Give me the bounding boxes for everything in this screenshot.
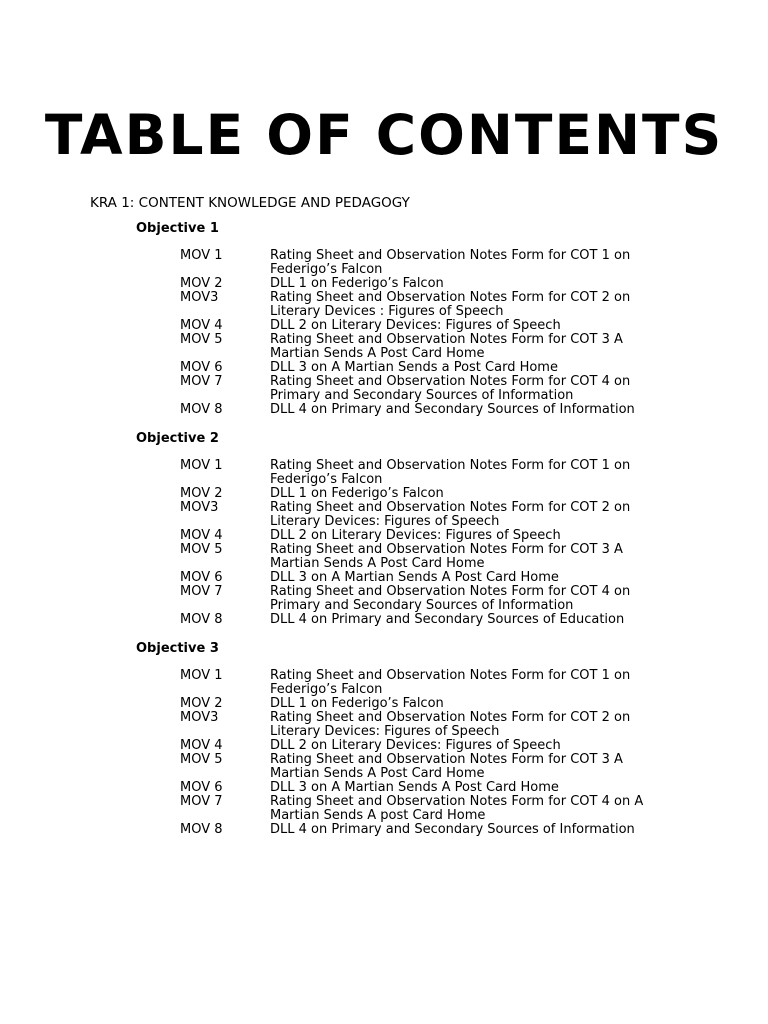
mov-description: Rating Sheet and Observation Notes Form for COT 2 on Literary Devices : Figures of Speech <box>270 290 631 319</box>
list-item <box>180 403 700 417</box>
list-item <box>180 501 700 529</box>
mov-code: MOV 4 <box>180 528 223 543</box>
list-item <box>180 697 700 711</box>
mov-description: Rating Sheet and Observation Notes Form for COT 3 A Martian Sends A Post Card Home <box>270 542 623 571</box>
mov-description: Rating Sheet and Observation Notes Form for COT 3 A Martian Sends A Post Card Home <box>270 752 623 781</box>
mov-code: MOV 2 <box>180 696 223 711</box>
mov-description: DLL 3 on A Martian Sends A Post Card Home <box>270 780 559 795</box>
mov-description: Rating Sheet and Observation Notes Form for COT 1 on Federigo’s Falcon <box>270 248 631 277</box>
list-item <box>180 711 700 739</box>
list-item <box>180 585 700 613</box>
mov-description: DLL 1 on Federigo’s Falcon <box>270 486 444 501</box>
mov-code: MOV 7 <box>180 374 223 389</box>
objective-title: Objective 1 <box>136 221 219 236</box>
objective-title: Objective 2 <box>136 431 219 446</box>
list-item <box>180 739 700 753</box>
list-item <box>180 375 700 403</box>
list-item <box>180 669 700 697</box>
mov-description: Rating Sheet and Observation Notes Form for COT 4 on Primary and Secondary Sources of Information <box>270 584 631 613</box>
mov-description: DLL 2 on Literary Devices: Figures of Speech <box>270 738 561 753</box>
mov-code: MOV 1 <box>180 458 223 473</box>
mov-description: Rating Sheet and Observation Notes Form for COT 4 on Primary and Secondary Sources of Information <box>270 374 631 403</box>
mov-code: MOV 1 <box>180 668 223 683</box>
list-item <box>180 291 700 319</box>
mov-code: MOV 6 <box>180 360 223 375</box>
mov-description: DLL 4 on Primary and Secondary Sources of Information <box>270 822 635 837</box>
list-item <box>180 249 700 277</box>
list-item <box>180 333 700 361</box>
mov-code: MOV 5 <box>180 752 223 767</box>
mov-description: Rating Sheet and Observation Notes Form for COT 4 on A Martian Sends A post Card Home <box>270 794 644 823</box>
mov-description: DLL 3 on A Martian Sends a Post Card Home <box>270 360 558 375</box>
mov-description: DLL 1 on Federigo’s Falcon <box>270 276 444 291</box>
mov-code: MOV3 <box>180 290 219 305</box>
mov-list <box>180 459 700 627</box>
mov-code: MOV 6 <box>180 780 223 795</box>
mov-description: Rating Sheet and Observation Notes Form for COT 1 on Federigo’s Falcon <box>270 668 631 697</box>
list-item <box>180 277 700 291</box>
mov-code: MOV3 <box>180 500 219 515</box>
mov-code: MOV 8 <box>180 402 223 417</box>
list-item <box>180 613 700 627</box>
list-item <box>180 361 700 375</box>
mov-code: MOV 5 <box>180 542 223 557</box>
mov-description: DLL 2 on Literary Devices: Figures of Speech <box>270 528 561 543</box>
mov-code: MOV 5 <box>180 332 223 347</box>
mov-list <box>180 249 700 417</box>
mov-description: Rating Sheet and Observation Notes Form for COT 2 on Literary Devices: Figures of Speech <box>270 710 631 739</box>
list-item <box>180 529 700 543</box>
mov-description: Rating Sheet and Observation Notes Form for COT 2 on Literary Devices: Figures of Speech <box>270 500 631 529</box>
list-item <box>180 487 700 501</box>
mov-description: DLL 1 on Federigo’s Falcon <box>270 696 444 711</box>
mov-description: DLL 4 on Primary and Secondary Sources of Information <box>270 402 635 417</box>
mov-code: MOV 1 <box>180 248 223 263</box>
mov-code: MOV 4 <box>180 318 223 333</box>
mov-description: Rating Sheet and Observation Notes Form for COT 1 on Federigo’s Falcon <box>270 458 631 487</box>
list-item <box>180 781 700 795</box>
mov-description: DLL 4 on Primary and Secondary Sources of Education <box>270 612 625 627</box>
mov-code: MOV 2 <box>180 276 223 291</box>
list-item <box>180 543 700 571</box>
kra-heading: KRA 1: CONTENT KNOWLEDGE AND PEDAGOGY <box>90 195 410 211</box>
list-item <box>180 823 700 837</box>
mov-code: MOV 8 <box>180 822 223 837</box>
mov-code: MOV 2 <box>180 486 223 501</box>
list-item <box>180 319 700 333</box>
list-item <box>180 571 700 585</box>
mov-description: DLL 2 on Literary Devices: Figures of Speech <box>270 318 561 333</box>
mov-description: Rating Sheet and Observation Notes Form for COT 3 A Martian Sends A Post Card Home <box>270 332 623 361</box>
mov-description: DLL 3 on A Martian Sends A Post Card Home <box>270 570 559 585</box>
list-item <box>180 795 700 823</box>
objective-title: Objective 3 <box>136 641 219 656</box>
list-item <box>180 459 700 487</box>
mov-code: MOV 7 <box>180 794 223 809</box>
page-title: TABLE OF CONTENTS <box>44 103 724 167</box>
mov-list <box>180 669 700 837</box>
mov-code: MOV 6 <box>180 570 223 585</box>
mov-code: MOV3 <box>180 710 219 725</box>
mov-code: MOV 7 <box>180 584 223 599</box>
mov-code: MOV 4 <box>180 738 223 753</box>
mov-code: MOV 8 <box>180 612 223 627</box>
list-item <box>180 753 700 781</box>
